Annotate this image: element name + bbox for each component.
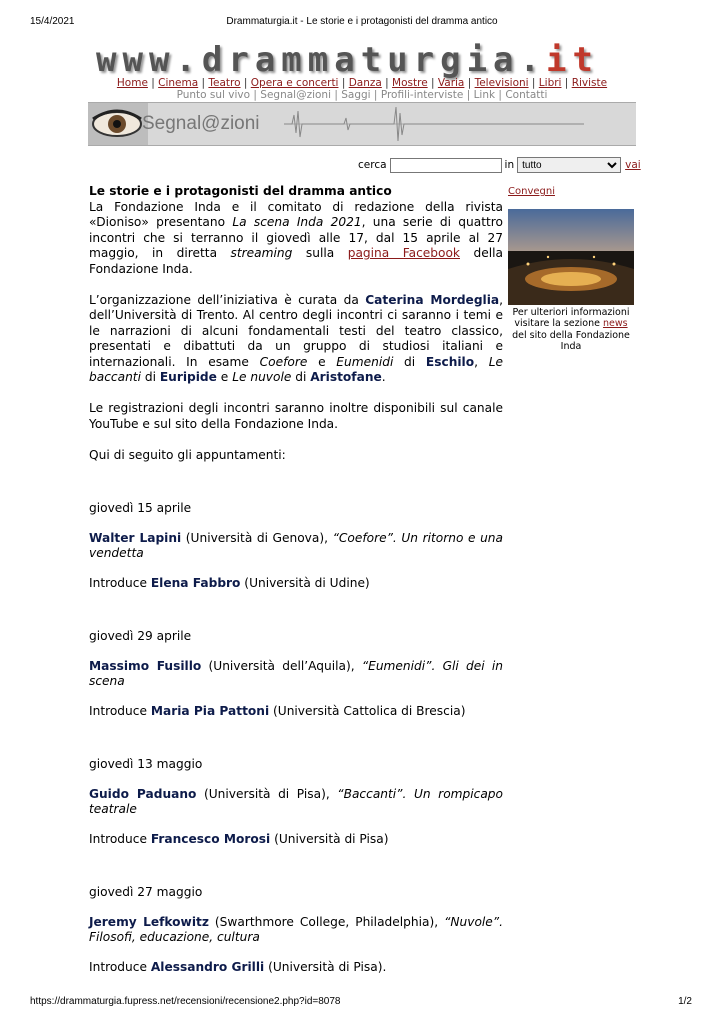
logo-tld: it: [546, 40, 599, 80]
section-banner: [88, 102, 636, 146]
secondary-nav: Punto sul vivo | Segnal@zioni | Saggi | Profili-interviste | Link | Contatti: [176, 89, 548, 101]
sidebar: [508, 186, 634, 353]
news-link[interactable]: news: [602, 318, 628, 329]
nav-saggi[interactable]: Saggi: [341, 89, 371, 101]
print-url: https://drammaturgia.fupress.net/recensioni/recensione2.php?id=8078: [30, 996, 341, 1007]
nav-libri[interactable]: Libri: [538, 77, 562, 89]
search-scope-select[interactable]: [517, 157, 621, 173]
site-logo[interactable]: [96, 40, 636, 80]
search-in-label: in: [504, 159, 515, 171]
print-title: Drammaturgia.it - Le storie e i protagonisti del dramma antico: [226, 16, 498, 27]
sidebar-caption: Per ulteriori informazioni visitare la sezione news del sito della Fondazione Inda: [512, 306, 630, 352]
event-date: giovedì 13 maggio: [89, 757, 203, 771]
logo-prefix: www.: [96, 40, 202, 80]
nav-varia[interactable]: Varia: [437, 77, 465, 89]
eye-icon: [88, 103, 148, 145]
sidebar-section-link[interactable]: Convegni: [508, 186, 555, 197]
primary-nav: Home | Cinema | Teatro | Opera e concerti | Danza | Mostre | Varia | Televisioni | Libri | Riviste: [116, 77, 608, 89]
nav-mostre[interactable]: Mostre: [392, 77, 428, 89]
event-talk: Massimo Fusillo (Università dell’Aquila), “Eumenidi”. Gli dei in scena: [89, 658, 503, 688]
print-page-number: 1/2: [678, 996, 692, 1007]
nav-televisioni[interactable]: Televisioni: [474, 77, 529, 89]
event-date: giovedì 29 aprile: [89, 629, 192, 643]
banner-label: Segnal@zioni: [142, 113, 260, 134]
article-title: Le storie e i protagonisti del dramma antico: [89, 184, 392, 198]
search-label: cerca: [358, 159, 387, 171]
event-talk: Guido Paduano (Università di Pisa), “Baccanti”. Un rompicapo teatrale: [89, 786, 504, 816]
article-intro: La Fondazione Inda e il comitato di redazione della rivista «Dioniso» presentano La scena Inda 2021, una serie di quattro incontri che si terranno il giovedì alle 17, dal 15 aprile al 27 maggio, in diretta streaming sulla pagina Facebook della Fondazione Inda.: [89, 199, 503, 276]
search-input[interactable]: [390, 158, 502, 173]
article-organization: L’organizzazione dell’iniziativa è curata da Caterina Mordeglia, dell’Università di Trento. Al centro degli incontri ci saranno i temi e le narrazioni di alcuni fondamentali testi del teatro classico, presentati e dibattuti da un gruppo di studiosi italiani e internazionali. In esame Coefore e Eumenidi di Eschilo, Le baccanti di Euripide e Le nuvole di Aristofane.: [89, 292, 504, 384]
nav-contatti[interactable]: Contatti: [505, 89, 548, 101]
nav-teatro[interactable]: Teatro: [208, 77, 241, 89]
search-go-link[interactable]: vai: [625, 159, 641, 171]
search-bar: [358, 157, 641, 173]
article-recordings: Le registrazioni degli incontri saranno inoltre disponibili sul canale YouTube e sul sito della Fondazione Inda.: [89, 401, 503, 431]
event-talk: Jeremy Lefkowitz (Swarthmore College, Philadelphia), “Nuvole”. Filosofi, educazione, cultura: [89, 914, 503, 944]
nav-punto-sul-vivo[interactable]: Punto sul vivo: [176, 89, 251, 101]
nav-link[interactable]: Link: [473, 89, 496, 101]
nav-segnalazioni[interactable]: Segnal@zioni: [260, 89, 332, 101]
event-date: giovedì 27 maggio: [89, 885, 203, 899]
facebook-page-link[interactable]: pagina Facebook: [347, 246, 460, 260]
logo-name: drammaturgia.: [201, 40, 546, 80]
nav-home[interactable]: Home: [116, 77, 148, 89]
event-date: giovedì 15 aprile: [89, 501, 192, 515]
signal-wave-icon: [284, 103, 584, 145]
article-schedule-intro: Qui di seguito gli appuntamenti:: [89, 447, 286, 462]
event-intro: Introduce Alessandro Grilli (Università di Pisa).: [89, 959, 387, 974]
event-intro: Introduce Francesco Morosi (Università di Pisa): [89, 831, 389, 846]
theatre-photo[interactable]: [508, 209, 634, 305]
nav-riviste[interactable]: Riviste: [571, 77, 608, 89]
print-date: 15/4/2021: [30, 16, 75, 27]
nav-profili[interactable]: Profili-interviste: [380, 89, 464, 101]
event-intro: Introduce Maria Pia Pattoni (Università Cattolica di Brescia): [89, 703, 466, 718]
article: [89, 184, 503, 975]
event-intro: Introduce Elena Fabbro (Università di Udine): [89, 575, 370, 590]
nav-cinema[interactable]: Cinema: [158, 77, 199, 89]
nav-danza[interactable]: Danza: [348, 77, 382, 89]
event-talk: Walter Lapini (Università di Genova), “Coefore”. Un ritorno e una vendetta: [89, 530, 503, 560]
nav-opera[interactable]: Opera e concerti: [250, 77, 339, 89]
